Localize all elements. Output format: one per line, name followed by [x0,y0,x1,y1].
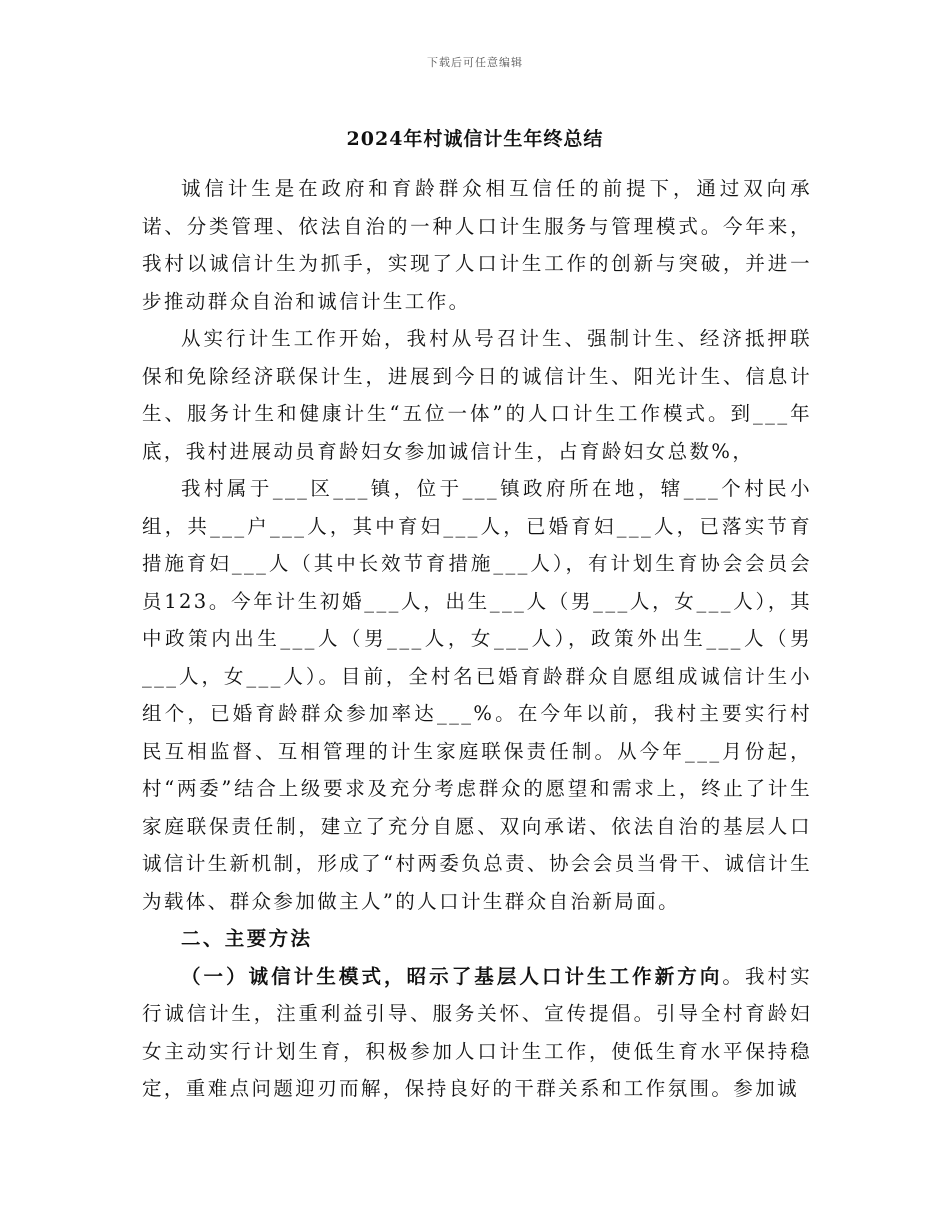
body-paragraph-3: 我村属于___区___镇，位于___镇政府所在地，辖___个村民小组，共___户___人，其中育妇___人，已婚育妇___人，已落实节育措施育妇___人（其中长效节育措施___人），有计划生育协会会员会员123。今年计生初婚___人，出生___人（男___人，女___人），其中政策内出生___人（男___人，女___人），政策外出生___人（男___人，女___人）。目前，全村名已婚育龄群众自愿组成诚信计生小组个，已婚育龄群众参加率达___%。在今年以前，我村主要实行村民互相监督、互相管理的计生家庭联保责任制。从今年___月份起，村“两委”结合上级要求及充分考虑群众的愿望和需求上，终止了计生家庭联保责任制，建立了充分自愿、双向承诺、依法自治的基层人口诚信计生新机制，形成了“村两委负总责、协会会员当骨干、诚信计生为载体、群众参加做主人”的人口计生群众自治新局面。 [142,477,812,913]
page-header-note: 下载后可任意编辑 [427,56,523,69]
section-paragraph-text: 。我村实行诚信计生，注重利益引导、服务关怀、宣传提倡。引导全村育龄妇女主动实行计划生育，积极参加人口计生工作，使低生育水平保持稳定，重难点问题迎刃而解，保持良好的干群关系和工作氛围。参加诚 [142,964,812,1100]
document-body [142,170,812,1108]
section-paragraph-lead: （一）诚信计生模式，昭示了基层人口计生工作新方向 [181,964,723,988]
body-paragraph-2: 从实行计生工作开始，我村从号召计生、强制计生、经济抵押联保和免除经济联保计生，进展到今日的诚信计生、阳光计生、信息计生、服务计生和健康计生“五位一体”的人口计生工作模式。到___年底，我村进展动员育龄妇女参加诚信计生，占育龄妇女总数%， [142,327,812,463]
document-title: 2024年村诚信计生年终总结 [346,128,604,150]
body-paragraph-1: 诚信计生是在政府和育龄群众相互信任的前提下，通过双向承诺、分类管理、依法自治的一种人口计生服务与管理模式。今年来，我村以诚信计生为抓手，实现了人口计生工作的创新与突破，并进一步推动群众自治和诚信计生工作。 [142,177,812,313]
section-heading: 二、主要方法 [181,927,313,950]
section-paragraph [142,958,812,1108]
